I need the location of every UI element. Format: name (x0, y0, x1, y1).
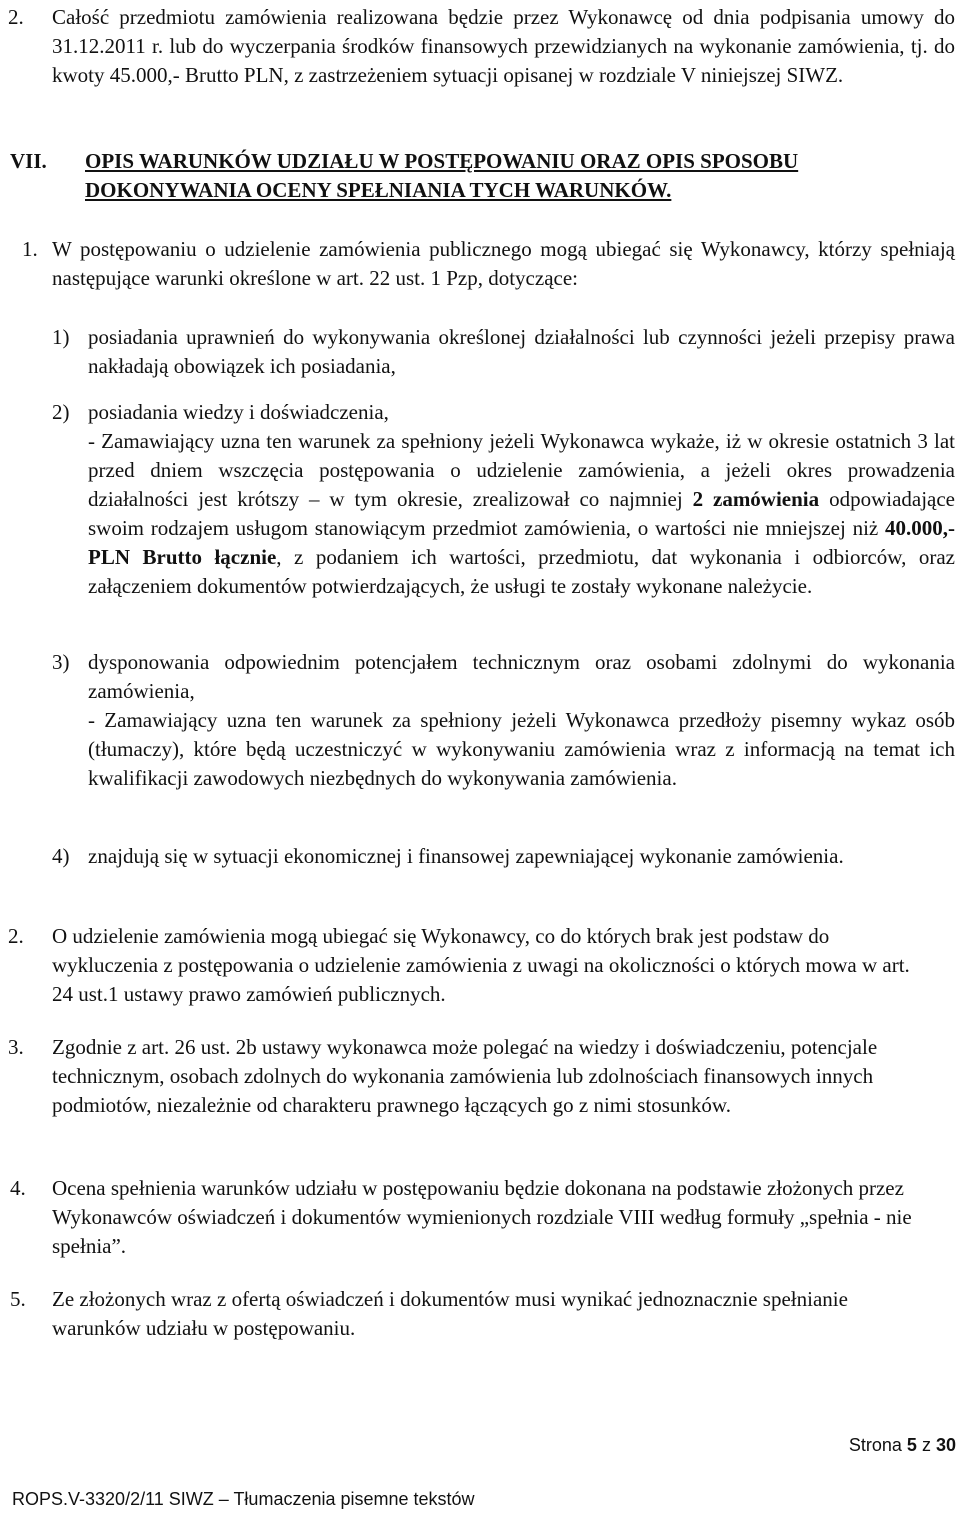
item-text: W postępowaniu o udzielenie zamówienia publicznego mogą ubiegać się Wykonawcy, którzy spełniają następujące warunki określone w art. 22 ust. 1 Pzp, dotyczące: (52, 237, 955, 290)
page-separator: z (921, 1435, 931, 1455)
item-number: 5. (10, 1287, 26, 1311)
subitem-title: dysponowania odpowiednim potencjałem technicznym oraz osobami zdolnymi do wykonania zamówienia, (88, 650, 955, 703)
page-current: 5 (906, 1435, 917, 1455)
detail-bold: 40.000,- PLN Brutto łącznie (88, 516, 956, 569)
item-text: Zgodnie z art. 26 ust. 2b ustawy wykonawca może polegać na wiedzy i doświadczeniu, potencjale technicznym, osobach zdolnych do wykonania zamówienia lub zdolnościach finansowych innych podmiotów, niezależnie od charakteru prawnego łączących go z nimi stosunków. (52, 1035, 878, 1117)
item-text: O udzielenie zamówienia mogą ubiegać się Wykonawcy, co do których brak jest podstaw do wykluczenia z postępowania o udzielenie zamówienia z uwagi na okoliczności o których mowa w art. 24 ust.1 ustawy prawo zamówień publicznych. (52, 924, 910, 1006)
item-number: 4. (10, 1176, 26, 1200)
section-number: VII. (10, 149, 47, 173)
subitem-number: 4) (52, 844, 70, 868)
detail-text: - Zamawiający uzna ten warunek za spełniony jeżeli Wykonawca wykaże, iż w okresie ostatnich 3 lat przed dniem wszczęcia postępowania o udzielenie zamówienia, a jeżeli okres prowadzenia działalności jest krótszy – w tym okresie, zrealizował co najmniej (88, 429, 955, 511)
detail-bold: 2 zamówienia (692, 487, 820, 511)
detail-text: odpowiadające swoim rodzajem usługom stanowiącym przedmiot zamówienia, o wartości nie mniejszej niż (88, 487, 956, 540)
subitem-number: 2) (52, 400, 70, 424)
item-text: Ocena spełnienia warunków udziału w postępowaniu będzie dokonana na podstawie złożonych przez Wykonawców oświadczeń i dokumentów wymienionych rozdziale VIII według formuły „spełnia - nie spełnia”. (52, 1176, 912, 1258)
item-number: 2. (8, 924, 24, 948)
page-prefix: Strona (848, 1435, 902, 1455)
subitem-number: 1) (52, 325, 70, 349)
subitem-text: znajdują się w sytuacji ekonomicznej i finansowej zapewniającej wykonanie zamówienia. (88, 844, 844, 868)
section-title: OPIS WARUNKÓW UDZIAŁU W POSTĘPOWANIU ORAZ OPIS SPOSOBU DOKONYWANIA OCENY SPEŁNIANIA TYCH WARUNKÓW. (85, 149, 799, 202)
item-number: 1. (22, 237, 38, 261)
subitem-text: posiadania uprawnień do wykonywania określonej działalności lub czynności jeżeli przepisy prawa nakładają obowiązek ich posiadania, (88, 325, 955, 378)
item-number: 3. (8, 1035, 24, 1059)
item-number: 2. (8, 5, 24, 29)
document-reference: ROPS.V-3320/2/11 SIWZ – Tłumaczenia pisemne tekstów (12, 1489, 475, 1509)
subitem-detail (88, 427, 955, 601)
item-text: Ze złożonych wraz z ofertą oświadczeń i dokumentów musi wynikać jednoznacznie spełnianie warunków udziału w postępowaniu. (52, 1287, 848, 1340)
item-text: Całość przedmiotu zamówienia realizowana będzie przez Wykonawcę od dnia podpisania umowy do 31.12.2011 r. lub do wyczerpania środków finansowych przewidzianych na wykonanie zamówienia, tj. do kwoty 45.000,- Brutto PLN, z zastrzeżeniem sytuacji opisanej w rozdziale V niniejszej SIWZ. (52, 5, 955, 87)
page-number (849, 1434, 956, 1456)
subitem-detail: - Zamawiający uzna ten warunek za spełniony jeżeli Wykonawca przedłoży pisemny wykaz osób (tłumaczy), które będą uczestniczyć w wykonywaniu zamówienia wraz z informacją na temat ich kwalifikacji zawodowych niezbędnych do wykonywania zamówienia. (88, 708, 955, 790)
page-total: 30 (935, 1435, 956, 1455)
detail-text: , z podaniem ich wartości, przedmiotu, dat wykonania i odbiorców, oraz załączeniem dokumentów potwierdzających, że usługi te zostały wykonane należycie. (88, 545, 955, 598)
subitem-title: posiadania wiedzy i doświadczenia, (88, 400, 389, 424)
subitem-number: 3) (52, 650, 70, 674)
